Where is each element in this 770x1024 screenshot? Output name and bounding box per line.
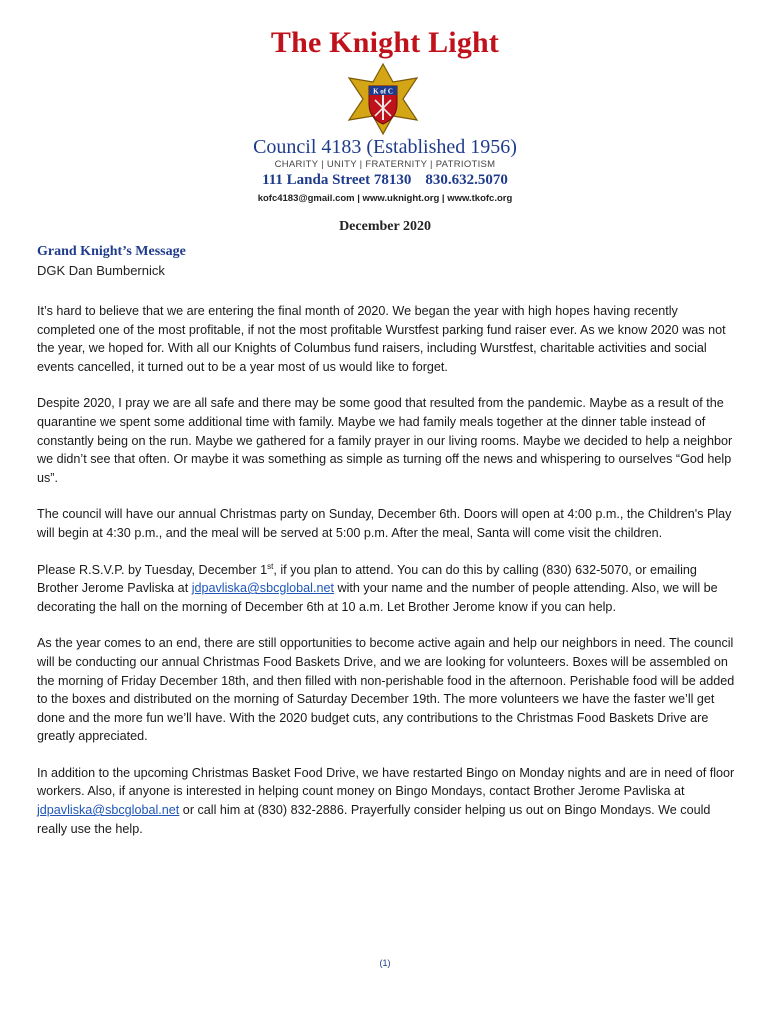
paragraph-2: Despite 2020, I pray we are all safe and there may be some good that resulted from the pandemic. Maybe as a result of the quarantine we spent some additional time with family. Maybe we had family meals together at the dinner table instead of constantly being on the run. Maybe we gathered for a family prayer in our living rooms. Maybe we decided to help a neighbor we didn’t see that often. Or maybe it was something as simple as turning off the news and whispering to ourselves “God help us”.	[37, 396, 733, 485]
masthead-title: The Knight Light	[270, 26, 500, 59]
paragraph-4: Please R.S.V.P. by Tuesday, December 1st, if you plan to attend. You can do this by calling (830) 632-5070, or emailing Brother Jerome Pavliska at jdpavliska@sbcglobal.net with your name and the number of people attending. Also, we will be decorating the hall on the morning of December 6th at 10 a.m. Let Brother Jerome know if you can help.	[37, 561, 718, 614]
paragraph-6: In addition to the upcoming Christmas Basket Food Drive, we have restarted Bingo on Monday nights and are in need of floor workers. Also, if anyone is interested in helping count money on Bingo Mondays, contact Brother Jerome Pavliska at jdpavliska@sbcglobal.net or call him at (830) 832-2886. Prayerfully consider helping us out on Bingo Mondays. We could really use the help.	[37, 765, 735, 836]
article-body	[37, 302, 735, 856]
email-and-websites: kofc4183@gmail.com | www.uknight.org | www.tkofc.org	[257, 193, 513, 204]
street-address: 111 Landa Street 78130	[262, 172, 412, 188]
page-number: (1)	[379, 958, 391, 968]
article-byline: DGK Dan Bumbernick	[37, 263, 165, 278]
ordinal-suffix: st	[267, 561, 274, 571]
council-name: Council 4183 (Established 1956)	[253, 136, 517, 158]
email-link[interactable]: jdpavliska@sbcglobal.net	[191, 581, 334, 596]
paragraph-5: As the year comes to an end, there are still opportunities to become active again and help our neighbors in need. The council will be conducting our annual Christmas Food Baskets Drive, and we are looking for volunteers. Boxes will be assembled on the morning of Friday December 18th, and then filled with non-perishable food in the afternoon. Perishable food will be added to the boxes and distributed on the morning of Saturday December 19th. The more volunteers we have the faster we’ll get done and the more fun we’ll have. With the 2020 budget cuts, any contributions to the Christmas Food Baskets Drive are greatly appreciated.	[37, 636, 735, 744]
council-motto: CHARITY | UNITY | FRATERNITY | PATRIOTISM	[274, 159, 496, 170]
issue-date: December 2020	[339, 219, 431, 234]
phone-number: 830.632.5070	[425, 172, 508, 188]
knights-of-columbus-emblem	[347, 62, 419, 136]
emblem-lettering: K of C	[373, 87, 393, 96]
contact-line	[0, 172, 770, 189]
paragraph-3: The council will have our annual Christmas party on Sunday, December 6th. Doors will open at 4:00 p.m., the Children's Play will begin at 4:30 p.m., and the meal will be served at 5:00 p.m. After the meal, Santa will come visit the children.	[37, 507, 732, 540]
paragraph-1: It’s hard to believe that we are entering the final month of 2020. We began the year with high hopes having recently completed one of the most profitable, if not the most profitable Wurstfest parking fund raiser ever. As we know 2020 was not the year, we hoped for. With all our Knights of Columbus fund raisers, including Wurstfest, charitable activities and social events cancelled, it turned out to be a year most of us would like to forget.	[37, 304, 726, 374]
section-heading: Grand Knight’s Message	[37, 244, 186, 259]
email-link[interactable]: jdpavliska@sbcglobal.net	[37, 803, 180, 818]
